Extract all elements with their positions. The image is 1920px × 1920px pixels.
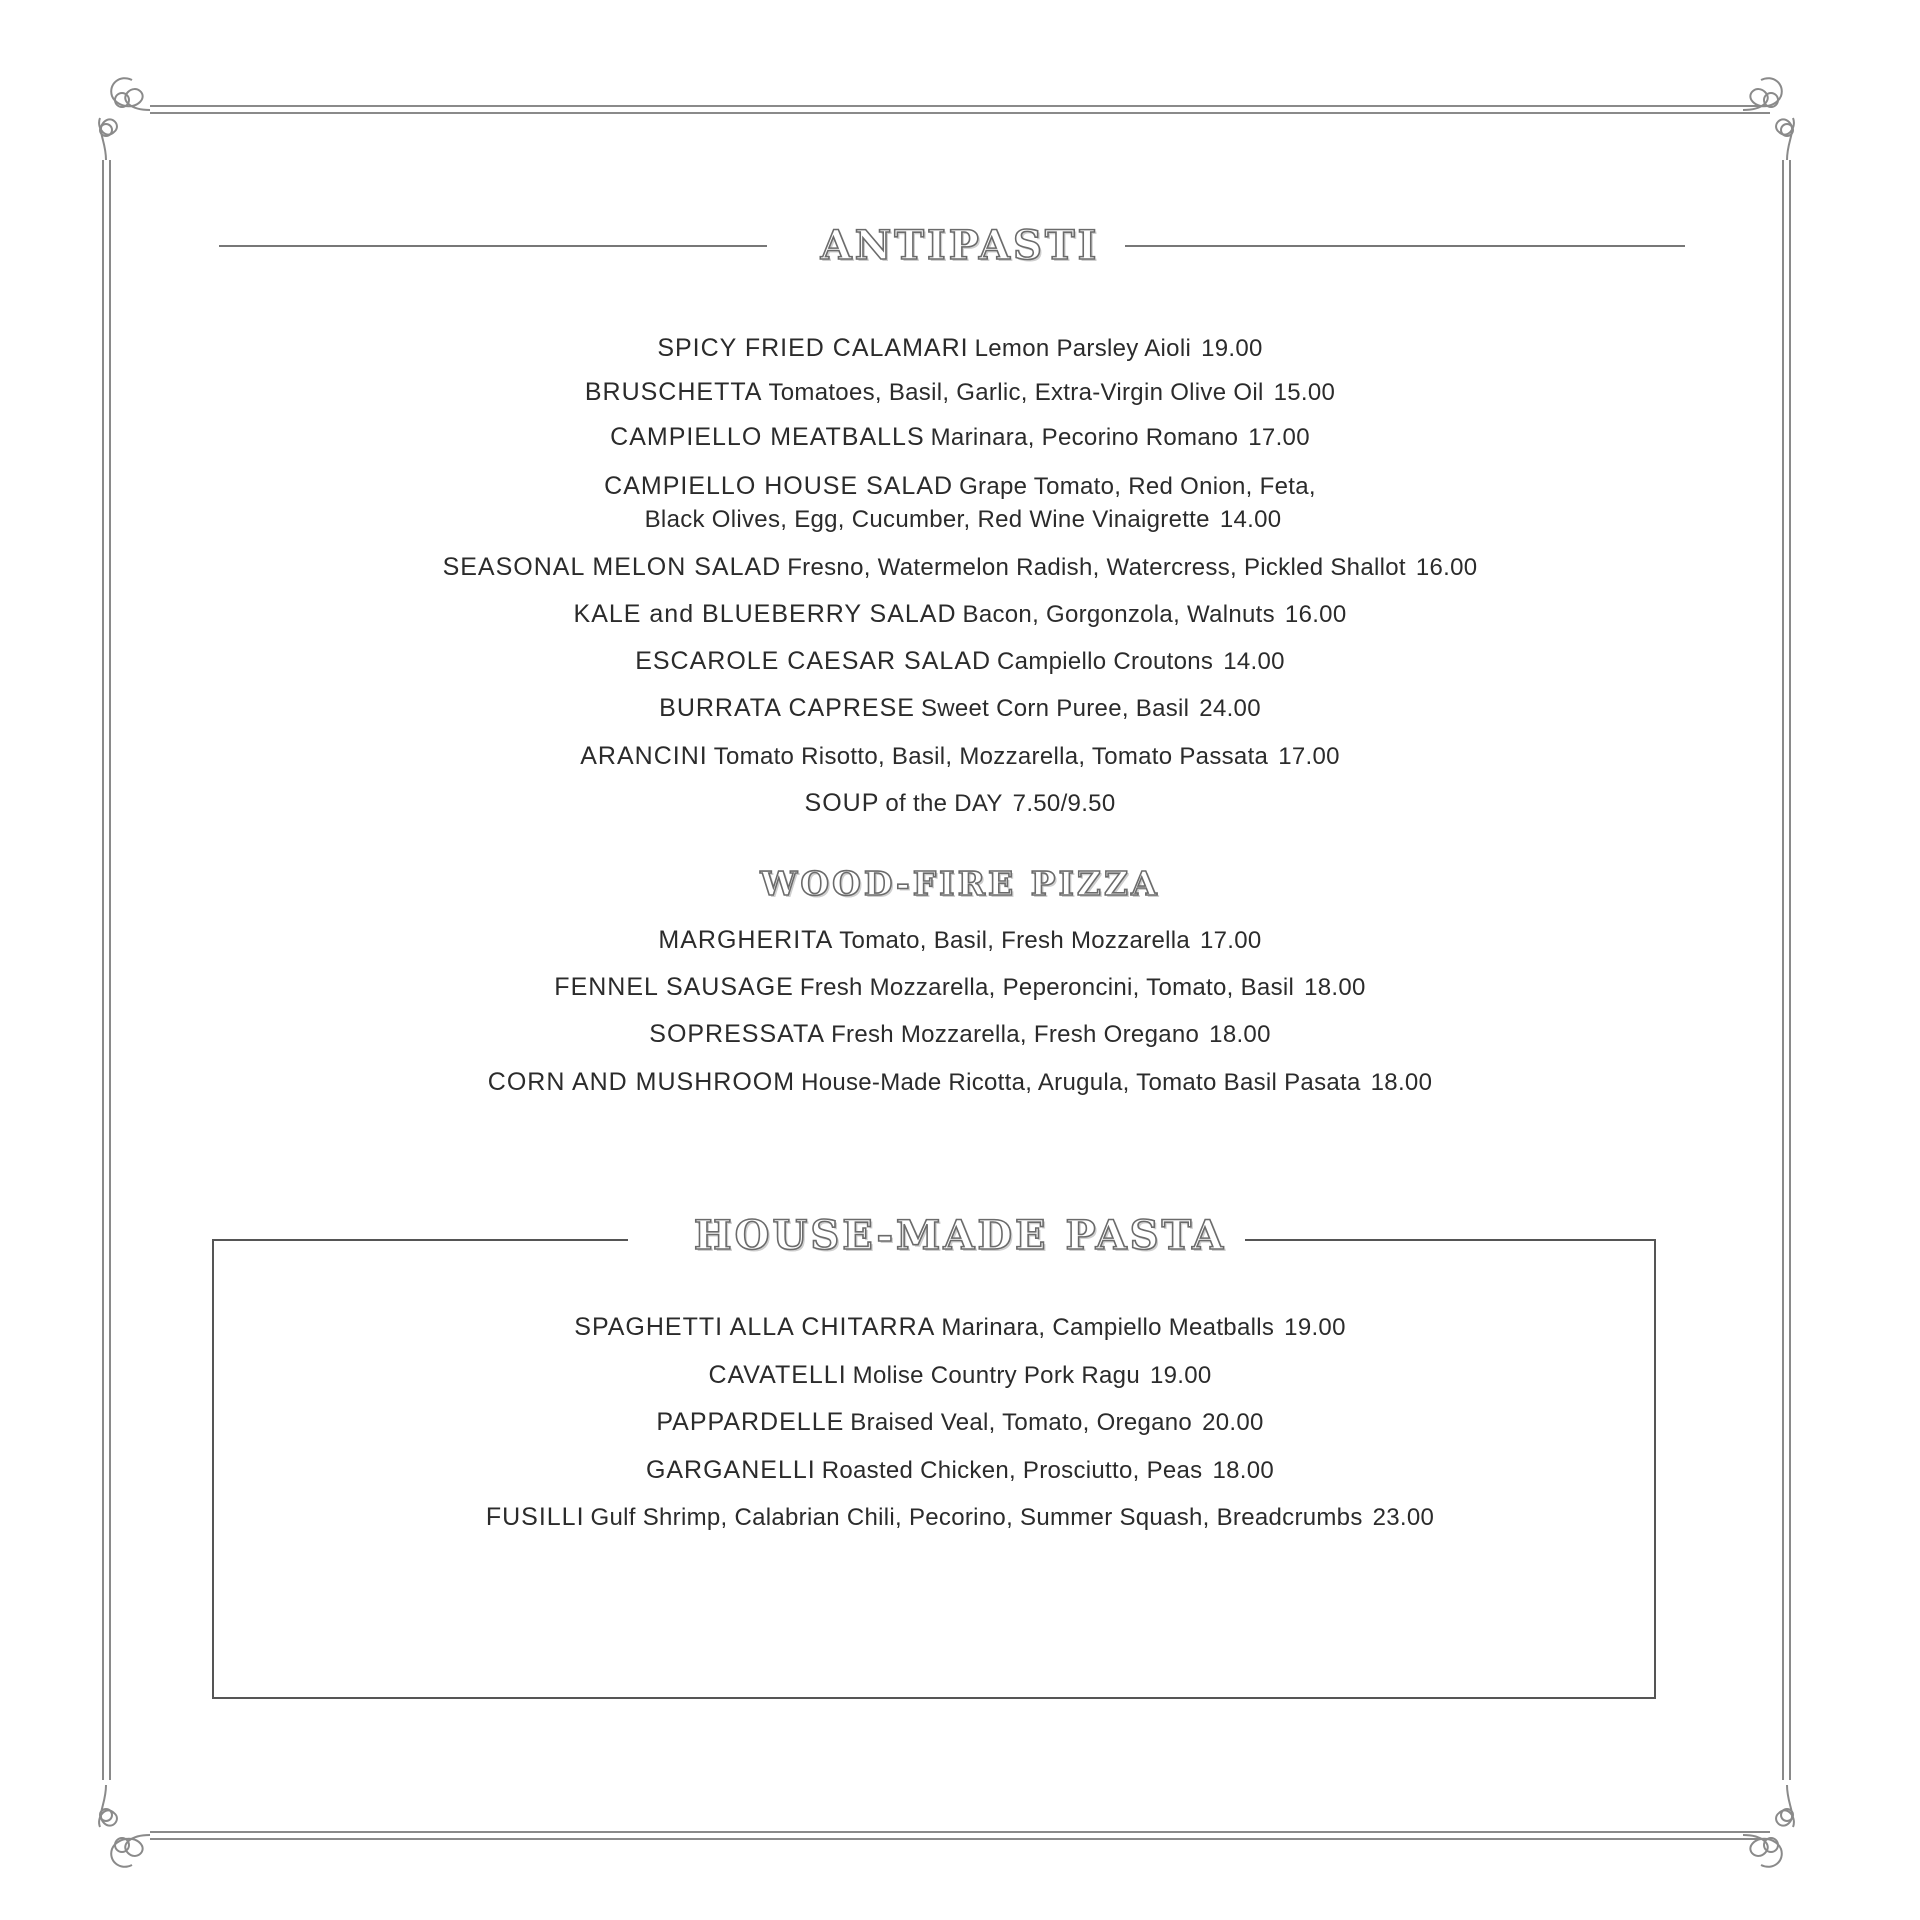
item-description: Gulf Shrimp, Calabrian Chili, Pecorino, Summer Squash, Breadcrumbs [590,1504,1363,1531]
item-price: 17.00 [1200,927,1262,954]
item-price: 14.00 [1219,506,1282,533]
menu-item [240,332,1680,365]
pasta-heading: HOUSE-MADE PASTA [693,1212,1227,1259]
item-price: 20.00 [1202,1409,1264,1436]
menu-item [240,645,1680,678]
item-name: SOUP [804,789,880,817]
item-name: GARGANELLI [645,1456,816,1484]
item-price: 18.00 [1209,1021,1271,1048]
menu-item [240,1066,1680,1099]
item-price: 16.00 [1415,554,1478,581]
item-description: House-Made Ricotta, Arugula, Tomato Basil Pasata [801,1069,1361,1096]
menu-item [240,1501,1680,1534]
item-price: 17.00 [1248,424,1310,451]
item-price: 18.00 [1370,1069,1433,1096]
menu-item [240,924,1680,957]
item-name: CAVATELLI [708,1361,847,1389]
item-description: Roasted Chicken, Prosciutto, Peas [821,1457,1203,1484]
item-description: of the DAY [885,790,1003,817]
menu-item [240,421,1680,454]
menu-item [240,598,1680,631]
item-description: Tomatoes, Basil, Garlic, Extra-Virgin Olive Oil [768,379,1264,406]
item-price: 18.00 [1304,974,1366,1001]
item-name: CORN AND MUSHROOM [487,1068,796,1096]
antipasti-heading: ANTIPASTI [820,222,1100,269]
item-name: CAMPIELLO MEATBALLS [610,423,925,451]
item-description: Tomato, Basil, Fresh Mozzarella [839,927,1190,954]
item-name: SOPRESSATA [649,1020,826,1048]
menu-item [240,971,1680,1004]
corner-ornament-icon [99,78,150,160]
menu-item [240,787,1680,820]
menu-item [240,470,1680,536]
item-name: MARGHERITA [658,926,834,954]
item-price: 19.00 [1201,335,1263,362]
item-name: BURRATA CAPRESE [659,694,915,722]
item-price: 14.00 [1223,648,1285,675]
item-name: FUSILLI [485,1503,585,1531]
item-description: Fresno, Watermelon Radish, Watercress, Pickled Shallot [787,554,1406,581]
item-name: ESCAROLE CAESAR SALAD [635,647,992,675]
item-price: 18.00 [1212,1457,1275,1484]
item-price: 19.00 [1284,1314,1346,1341]
item-price: 24.00 [1199,695,1261,722]
corner-ornament-icon [1743,1785,1794,1867]
item-description: Molise Country Pork Ragu [852,1362,1140,1389]
item-description: Marinara, Pecorino Romano [930,424,1239,451]
item-name: SPAGHETTI ALLA CHITARRA [574,1313,936,1341]
item-description: Fresh Mozzarella, Fresh Oregano [831,1021,1200,1048]
menu-item [240,1018,1680,1051]
item-description: Campiello Croutons [997,648,1214,675]
item-description: Lemon Parsley Aioli [974,335,1192,362]
menu-item [240,376,1680,409]
menu-item [240,692,1680,725]
item-name: FENNEL SAUSAGE [554,973,794,1001]
item-description: Marinara, Campiello Meatballs [941,1314,1275,1341]
menu-item [240,551,1680,584]
pizza-heading: WOOD-FIRE PIZZA [760,864,1160,903]
item-name: SEASONAL MELON SALAD [442,553,782,581]
item-price: 16.00 [1284,601,1347,628]
item-name: SPICY FRIED CALAMARI [657,334,969,362]
menu-item [240,1406,1680,1439]
item-price: 23.00 [1372,1504,1435,1531]
menu-item [240,1311,1680,1344]
menu-item [240,740,1680,773]
menu-item [240,1359,1680,1392]
item-price: 7.50/9.50 [1012,790,1116,817]
item-description: Sweet Corn Puree, Basil [920,695,1190,722]
item-price: 15.00 [1273,379,1336,406]
item-description-continued: Black Olives, Egg, Cucumber, Red Wine Vinaigrette [644,506,1210,533]
item-price: 19.00 [1149,1362,1212,1389]
item-name: CAMPIELLO HOUSE SALAD [604,472,954,500]
item-name: KALE and BLUEBERRY SALAD [573,600,957,628]
menu-item [240,1454,1680,1487]
item-name: PAPPARDELLE [656,1408,845,1436]
item-name: BRUSCHETTA [584,378,763,406]
item-name: ARANCINI [580,742,708,770]
corner-ornament-icon [99,1785,150,1867]
item-description: Bacon, Gorgonzola, Walnuts [962,601,1275,628]
item-description: Tomato Risotto, Basil, Mozzarella, Tomato Passata [713,743,1269,770]
corner-ornament-icon [1743,78,1794,160]
item-description: Grape Tomato, Red Onion, Feta, [959,473,1316,500]
item-price: 17.00 [1278,743,1340,770]
item-description: Fresh Mozzarella, Peperoncini, Tomato, Basil [799,974,1295,1001]
item-description: Braised Veal, Tomato, Oregano [850,1409,1193,1436]
